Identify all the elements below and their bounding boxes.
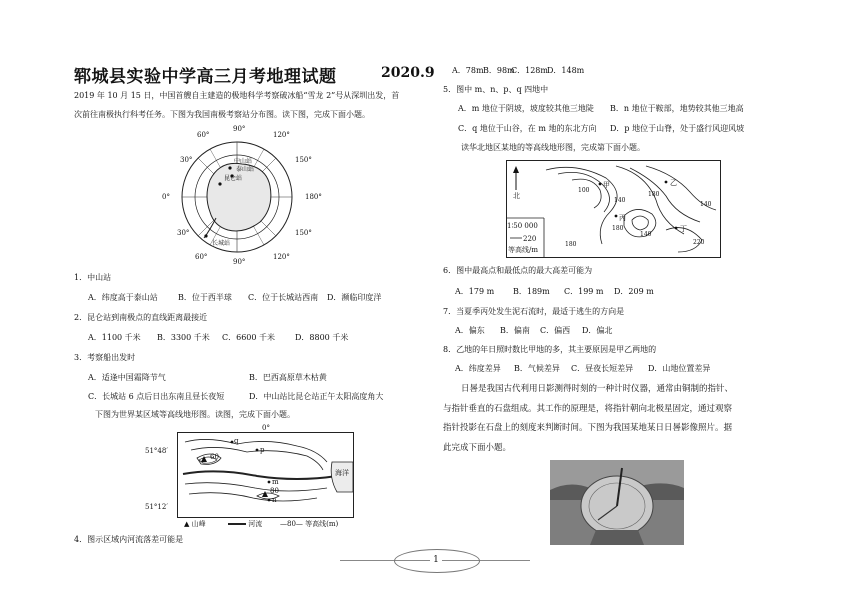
map3-label-ding: 丁 [680,225,687,233]
map2-point-m: m [272,478,279,486]
map1-lon-150-bottom: 150° [295,229,312,237]
map3-contour-220: 220 [693,239,705,246]
q3-option-a: A．适逢中国霜降节气 [88,373,166,382]
contour-map-region [177,432,354,518]
map1-taishan-station: 泰山站 [236,166,255,173]
map1-kunlun-station: 昆仑站 [224,175,243,182]
legend-contour-value: 80 [287,520,296,528]
map2-lat-bottom: 51°12′ [145,503,168,511]
q5-option-d: D．p 地位于山脊，处于盛行风迎风坡 [610,124,745,133]
passage-line-2: 与指针垂直的石盘组成。其工作的原理是，将指针朝向北极星固定，通过观察 [443,404,733,414]
map3-intro: 读华北地区某地的等高线地形图，完成第下面小题。 [461,143,645,152]
map3-label-jia: 甲 [603,181,610,189]
intro-line-1: 2019 年 10 月 15 日，中国首艘自主建造的极地科学考察破冰船“雪龙 2”号从深圳出发，首 [74,91,400,100]
legend-river-label: 河流 [248,520,263,528]
sundial-photo [550,460,684,545]
q6-stem: 6．图中最高点和最低点的最大高差可能为 [443,266,593,275]
q1-option-a: A．纬度高于泰山站 [88,293,158,302]
q6-option-d: D．209 m [614,287,654,296]
map2-legend-river [228,519,262,529]
legend-peak-label: 山峰 [191,520,206,528]
map3-contour-100: 100 [578,187,590,194]
q3-option-d: D．中山站比昆仑站正午太阳高度角大 [249,392,384,401]
q6-option-b: B．189m [513,287,550,296]
q1-stem: 1．中山站 [74,273,112,282]
page-title: 郓城县实验中学高三月考地理试题 [74,67,337,87]
q7-stem: 7．当夏季丙处发生泥石流时，最适于逃生的方向是 [443,307,625,316]
map2-intro: 下图为世界某区域等高线地形图。读图，完成下面小题。 [95,410,295,419]
exam-date: 2020.9 [381,65,435,81]
q3-option-c: C．长城站 6 点后日出东南且昼长夜短 [88,392,225,401]
q4-option-b: B．98m [483,66,515,75]
q2-option-a: A．1100 千米 [88,333,141,342]
map1-lon-90-bottom: 90° [233,258,246,266]
intro-line-2: 次前往南极执行科考任务。下图为我国南极考察站分布图。读下图，完成下面小题。 [74,110,370,119]
map1-lat-0: 0° [162,193,170,201]
q8-option-b: B．气候差异 [514,364,560,373]
map1-changcheng-station: 长城站 [212,240,231,247]
q5-option-a: A．m 地位于阴坡，坡度较其他三地陡 [458,104,594,113]
map2-point-p: p [260,446,265,454]
antarctic-station-map [170,130,305,265]
map3-scale: 1∶50 000 [507,222,538,230]
map1-lon-120-top: 120° [273,131,290,139]
q4-stem: 4．图示区域内河流落差可能是 [74,535,184,544]
map2-peak-80: 80 [270,487,279,495]
map2-point-q: q [234,437,239,445]
q4-option-a: A．78m [452,66,484,75]
map3-contour-140-b: 140 [700,201,712,208]
q3-option-b: B．巴西高原草木枯黄 [249,373,327,382]
map1-lon-150-top: 150° [295,156,312,164]
q8-stem: 8．乙地的年日照时数比甲地的多，其主要原因是甲乙两地的 [443,345,657,354]
passage-line-3: 指针投影在石盘上的刻度来判断时间。下图为我国某地某日日晷影像照片。据 [443,423,733,433]
q7-option-a: A．偏东 [455,326,485,335]
q4-option-d: D．148m [547,66,585,75]
map1-lat-30-top: 30° [180,156,193,164]
q8-option-c: C．昼夜长短差异 [571,364,634,373]
q2-option-d: D．8800 千米 [295,333,349,342]
map3-contour-180-a: 180 [648,191,660,198]
map1-lat-60-top: 60° [197,131,210,139]
map2-lon-label: 0° [262,424,270,432]
passage-line-1: 日晷是我国古代利用日影测得时刻的一种计时仪器，通常由铜制的指针、 [461,384,734,394]
map2-point-n: n [272,496,277,504]
map1-zhongshan-station: 中山站 [234,158,253,165]
q8-option-a: A．纬度差异 [455,364,501,373]
q1-option-b: B．位于西半球 [178,293,232,302]
map2-legend-peak: ▲ 山峰 [184,520,206,528]
map1-lat-60-bottom: 60° [195,253,208,261]
map3-contour-140-a: 140 [614,197,626,204]
q1-option-d: D．濒临印度洋 [327,293,382,302]
q7-option-c: C．偏西 [540,326,571,335]
page-number: 1 [430,555,442,565]
q4-option-c: C．128m [511,66,548,75]
q6-option-a: A．179 m [455,287,495,296]
q3-stem: 3．考察船出发时 [74,353,136,362]
map3-north-label: 北 [513,192,520,200]
q1-option-c: C．位于长城站西南 [248,293,319,302]
map2-sea-label: 海洋 [335,469,349,477]
q2-option-b: B．3300 千米 [157,333,210,342]
q7-option-b: B．偏南 [500,326,530,335]
passage-line-4: 此完成下面小题。 [443,443,512,453]
q5-option-c: C．q 地位于山谷，在 m 地的东北方向 [458,124,597,133]
map2-lat-top: 51°48′ [145,447,168,455]
map1-lon-180: 180° [305,193,322,201]
map1-lat-30-bottom: 30° [177,229,190,237]
legend-contour-label: 等高线(m) [305,520,339,528]
q6-option-c: C．199 m [564,287,604,296]
q5-option-b: B．n 地位于鞍部，地势较其他三地高 [610,104,744,113]
map3-contour-180-c: 180 [565,241,577,248]
q2-stem: 2．昆仑站到南极点的直线距离最接近 [74,313,208,322]
map3-contour-140-c: 140 [640,231,652,238]
map2-legend-contour: —80— 等高线(m) [280,520,339,528]
map2-peak-60: 60 [210,453,219,461]
map1-lon-120-bottom: 120° [273,253,290,261]
q5-stem: 5．图中 m、n、p、q 四地中 [443,85,549,94]
q2-option-c: C．6600 千米 [222,333,276,342]
contour-map-north-china [506,160,721,258]
map3-legend-label: 等高线/m [508,246,538,254]
q8-option-d: D．山地位置差异 [648,364,711,373]
map3-label-yi: 乙 [670,179,677,187]
map3-contour-180-b: 180 [612,225,624,232]
map1-lon-90-top: 90° [233,125,246,133]
q7-option-d: D．偏北 [582,326,613,335]
map3-label-bing: 丙 [619,214,626,222]
map3-legend-value: 220 [523,235,537,243]
